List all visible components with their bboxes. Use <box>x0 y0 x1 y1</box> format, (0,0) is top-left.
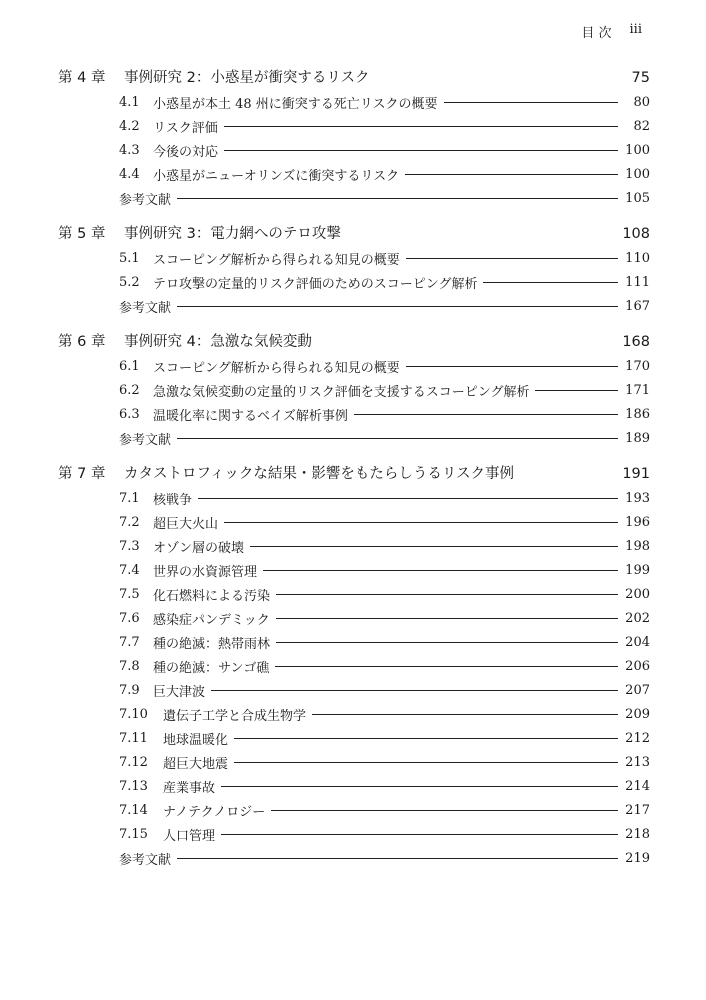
toc-entry[interactable] <box>58 114 650 138</box>
running-header <box>581 22 642 41</box>
section-page: 196 <box>625 514 650 530</box>
chapter-page: 108 <box>622 226 650 242</box>
section-page: 82 <box>633 118 650 134</box>
section-number: 6.2 <box>119 382 140 398</box>
leader-line <box>224 126 618 127</box>
toc-entry[interactable] <box>58 510 650 534</box>
chapter-heading[interactable] <box>58 66 650 90</box>
section-page: 80 <box>633 94 650 110</box>
section-number: 5.2 <box>119 274 140 290</box>
section-title: オゾン層の破壊 <box>153 540 245 556</box>
leader-line <box>406 258 618 259</box>
section-title: 参考文献 <box>119 852 172 868</box>
section-title: 今後の対応 <box>153 144 219 160</box>
section-title: 急激な気候変動の定量的リスク評価を支援するスコーピング解析 <box>153 384 530 400</box>
toc-entry-references[interactable] <box>58 426 650 450</box>
toc-entry[interactable] <box>58 702 650 726</box>
section-page: 212 <box>625 730 650 746</box>
chapter-title: カタストロフィックな結果・影響をもたらしうるリスク事例 <box>124 466 515 482</box>
section-page: 202 <box>625 610 650 626</box>
toc-entry[interactable] <box>58 138 650 162</box>
toc-entry[interactable] <box>58 162 650 186</box>
section-page: 207 <box>625 682 650 698</box>
section-title: 温暖化率に関するベイズ解析事例 <box>153 408 348 424</box>
section-number: 7.11 <box>119 730 148 746</box>
chapter-title: 事例研究 3：電力網へのテロ攻撃 <box>124 226 341 242</box>
chapter-number: 第 6 章 <box>58 334 106 350</box>
section-title: 超巨大火山 <box>153 516 219 532</box>
section-page: 204 <box>625 634 650 650</box>
chapter-title: 事例研究 4：急激な気候変動 <box>124 334 312 350</box>
section-title: 地球温暖化 <box>163 732 229 748</box>
section-title: 参考文献 <box>119 192 172 208</box>
toc-entry[interactable] <box>58 486 650 510</box>
section-page: 219 <box>625 850 650 866</box>
section-title: 参考文献 <box>119 432 172 448</box>
table-of-contents <box>58 66 650 870</box>
section-page: 167 <box>625 298 650 314</box>
section-number: 7.9 <box>119 682 140 698</box>
section-title: テロ攻撃の定量的リスク評価のためのスコーピング解析 <box>153 276 478 292</box>
section-number: 7.6 <box>119 610 140 626</box>
section-number: 7.10 <box>119 706 148 722</box>
toc-entry[interactable] <box>58 630 650 654</box>
section-title: 世界の水資源管理 <box>153 564 258 580</box>
section-page: 189 <box>625 430 650 446</box>
leader-line <box>276 642 618 643</box>
section-number: 7.2 <box>119 514 140 530</box>
leader-line <box>234 762 618 763</box>
leader-line <box>177 438 618 439</box>
leader-line <box>224 522 618 523</box>
section-page: 209 <box>625 706 650 722</box>
leader-line <box>221 834 618 835</box>
toc-entry[interactable] <box>58 270 650 294</box>
toc-entry[interactable] <box>58 726 650 750</box>
section-number: 7.5 <box>119 586 140 602</box>
chapter-page: 168 <box>622 334 650 350</box>
header-page-number: iii <box>629 22 642 37</box>
chapter-number: 第 7 章 <box>58 466 106 482</box>
toc-entry[interactable] <box>58 354 650 378</box>
section-title: 小惑星が本土 48 州に衝突する死亡リスクの概要 <box>153 96 438 112</box>
section-page: 218 <box>625 826 650 842</box>
toc-entry[interactable] <box>58 822 650 846</box>
chapter-heading[interactable] <box>58 330 650 354</box>
section-number: 7.12 <box>119 754 148 770</box>
section-number: 7.15 <box>119 826 148 842</box>
section-number: 7.3 <box>119 538 140 554</box>
section-title: 参考文献 <box>119 300 172 316</box>
leader-line <box>224 150 618 151</box>
section-title: 種の絶滅：熱帯雨林 <box>153 636 271 652</box>
section-page: 193 <box>625 490 650 506</box>
section-number: 6.1 <box>119 358 140 374</box>
chapter-page: 191 <box>622 466 650 482</box>
toc-entry[interactable] <box>58 654 650 678</box>
section-number: 7.7 <box>119 634 140 650</box>
chapter-number: 第 5 章 <box>58 226 106 242</box>
toc-entry[interactable] <box>58 558 650 582</box>
toc-entry[interactable] <box>58 678 650 702</box>
section-page: 111 <box>625 274 650 290</box>
section-number: 7.4 <box>119 562 140 578</box>
section-page: 100 <box>625 142 650 158</box>
section-page: 213 <box>625 754 650 770</box>
section-number: 4.3 <box>119 142 140 158</box>
section-page: 171 <box>625 382 650 398</box>
section-title: 小惑星がニューオリンズに衝突するリスク <box>153 168 400 184</box>
chapter-number: 第 4 章 <box>58 70 106 86</box>
leader-line <box>250 546 618 547</box>
leader-line <box>354 414 618 415</box>
toc-entry[interactable] <box>58 750 650 774</box>
section-number: 6.3 <box>119 406 140 422</box>
section-number: 7.14 <box>119 802 148 818</box>
toc-entry-references[interactable] <box>58 186 650 210</box>
toc-entry[interactable] <box>58 798 650 822</box>
toc-entry[interactable] <box>58 402 650 426</box>
section-page: 198 <box>625 538 650 554</box>
leader-line <box>276 594 618 595</box>
leader-line <box>275 666 618 667</box>
chapter-title: 事例研究 2：小惑星が衝突するリスク <box>124 70 370 86</box>
section-page: 214 <box>625 778 650 794</box>
section-title: 人口管理 <box>163 828 216 844</box>
leader-line <box>263 570 618 571</box>
leader-line <box>406 366 618 367</box>
leader-line <box>177 306 618 307</box>
section-title: 化石燃料による汚染 <box>153 588 271 604</box>
section-number: 5.1 <box>119 250 140 266</box>
section-number: 4.1 <box>119 94 140 110</box>
toc-entry[interactable] <box>58 246 650 270</box>
leader-line <box>444 102 618 103</box>
section-page: 199 <box>625 562 650 578</box>
section-page: 217 <box>625 802 650 818</box>
section-page: 110 <box>625 250 650 266</box>
toc-entry[interactable] <box>58 90 650 114</box>
section-number: 7.13 <box>119 778 148 794</box>
section-page: 200 <box>625 586 650 602</box>
section-title: 遺伝子工学と合成生物学 <box>163 708 307 724</box>
section-title: 種の絶滅：サンゴ礁 <box>153 660 270 676</box>
section-title: スコーピング解析から得られる知見の概要 <box>153 252 400 268</box>
toc-entry[interactable] <box>58 378 650 402</box>
chapter-heading[interactable] <box>58 222 650 246</box>
leader-line <box>198 498 618 499</box>
section-title: 超巨大地震 <box>163 756 229 772</box>
section-title: ナノテクノロジー <box>163 804 266 820</box>
leader-line <box>177 198 618 199</box>
leader-line <box>211 690 618 691</box>
leader-line <box>312 714 618 715</box>
toc-entry[interactable] <box>58 774 650 798</box>
section-title: 巨大津波 <box>153 684 206 700</box>
section-number: 4.2 <box>119 118 140 134</box>
section-page: 105 <box>625 190 650 206</box>
section-title: リスク評価 <box>153 120 218 136</box>
section-title: 核戦争 <box>153 492 193 508</box>
toc-entry-references[interactable] <box>58 294 650 318</box>
toc-entry[interactable] <box>58 582 650 606</box>
section-page: 170 <box>625 358 650 374</box>
leader-line <box>234 738 618 739</box>
section-title: スコーピング解析から得られる知見の概要 <box>153 360 400 376</box>
section-number: 7.8 <box>119 658 140 674</box>
chapter-heading[interactable] <box>58 462 650 486</box>
leader-line <box>405 174 618 175</box>
section-page: 186 <box>625 406 650 422</box>
toc-entry[interactable] <box>58 534 650 558</box>
leader-line <box>177 858 618 859</box>
chapter-page: 75 <box>631 70 650 86</box>
leader-line <box>221 786 618 787</box>
section-title: 産業事故 <box>163 780 216 796</box>
section-page: 100 <box>625 166 650 182</box>
leader-line <box>535 390 618 391</box>
leader-line <box>276 618 618 619</box>
leader-line <box>483 282 618 283</box>
leader-line <box>271 810 618 811</box>
section-page: 206 <box>625 658 650 674</box>
section-number: 7.1 <box>119 490 140 506</box>
toc-entry-references[interactable] <box>58 846 650 870</box>
header-label: 目 次 <box>581 26 612 41</box>
toc-entry[interactable] <box>58 606 650 630</box>
section-title: 感染症パンデミック <box>153 612 270 628</box>
section-number: 4.4 <box>119 166 140 182</box>
